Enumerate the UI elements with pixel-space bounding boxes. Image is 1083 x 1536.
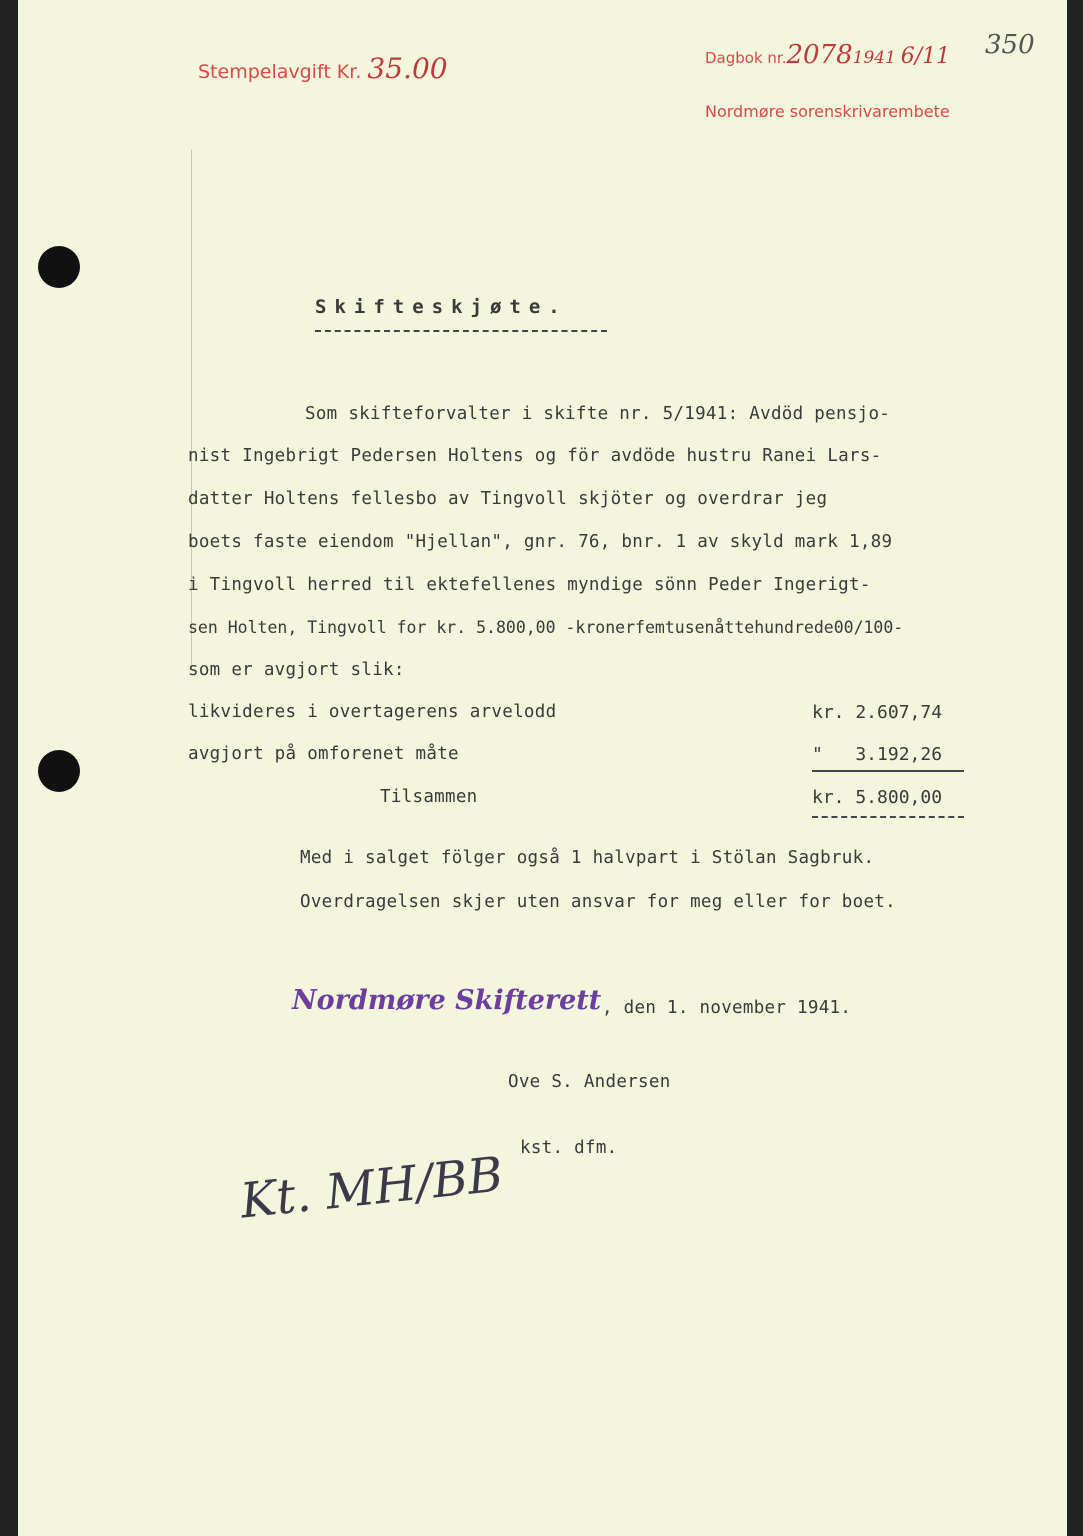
- court-stamp: Nordmøre Skifterett: [292, 985, 602, 1016]
- registry-office: Nordmøre sorenskrivarembete: [705, 102, 950, 121]
- title-underline: [315, 330, 607, 332]
- right-scan-edge: [1067, 0, 1083, 1536]
- punch-hole-icon: [38, 246, 80, 288]
- stamp-fee: [198, 52, 448, 85]
- body-line: Som skifteforvalter i skifte nr. 5/1941: Avdöd pensjo-: [305, 404, 891, 424]
- registry-stamp: [705, 40, 950, 70]
- signer-title: kst. dfm.: [520, 1138, 618, 1158]
- settlement-label: likvideres i overtagerens arvelodd: [188, 702, 557, 722]
- registry-date: 6/11: [900, 44, 951, 69]
- total-label: Tilsammen: [380, 787, 478, 807]
- registry-year: 1941: [852, 48, 896, 68]
- settlement-label: avgjort på omforenet måte: [188, 744, 459, 764]
- signer-name: Ove S. Andersen: [508, 1072, 671, 1092]
- closing-line: Overdragelsen skjer uten ansvar for meg eller for boet.: [300, 892, 896, 912]
- settlement-amount: kr. 2.607,74: [812, 702, 943, 723]
- total-double-rule: [812, 816, 964, 818]
- stamp-fee-amount: 35.00: [367, 52, 448, 85]
- body-line: nist Ingebrigt Pedersen Holtens og för avdöde hustru Ranei Lars-: [188, 446, 882, 466]
- total-amount: kr. 5.800,00: [812, 787, 943, 808]
- page-number: 350: [985, 30, 1035, 60]
- body-line: i Tingvoll herred til ektefellenes myndige sönn Peder Ingerigt-: [188, 575, 871, 595]
- document-title: Skifteskjøte.: [315, 296, 568, 318]
- settlement-amount: " 3.192,26: [812, 744, 943, 765]
- body-line: boets faste eiendom "Hjellan", gnr. 76, bnr. 1 av skyld mark 1,89: [188, 532, 893, 552]
- handwritten-initials: Kt. MH/BB: [237, 1146, 506, 1230]
- registry-prefix: Dagbok nr.: [705, 49, 787, 67]
- body-line: datter Holtens fellesbo av Tingvoll skjöter og overdrar jeg: [188, 489, 828, 509]
- body-line: som er avgjort slik:: [188, 660, 405, 680]
- closing-line: Med i salget fölger også 1 halvpart i Stölan Sagbruk.: [300, 848, 875, 868]
- date-line: , den 1. november 1941.: [602, 998, 852, 1018]
- registry-number: 2078: [786, 40, 853, 70]
- punch-hole-icon: [38, 750, 80, 792]
- body-line: sen Holten, Tingvoll for kr. 5.800,00 -kronerfemtusenåttehundrede00/100-: [188, 618, 904, 637]
- sum-underline: [812, 770, 964, 772]
- left-scan-edge: [0, 0, 18, 1536]
- stamp-fee-label: Stempelavgift Kr.: [198, 61, 362, 83]
